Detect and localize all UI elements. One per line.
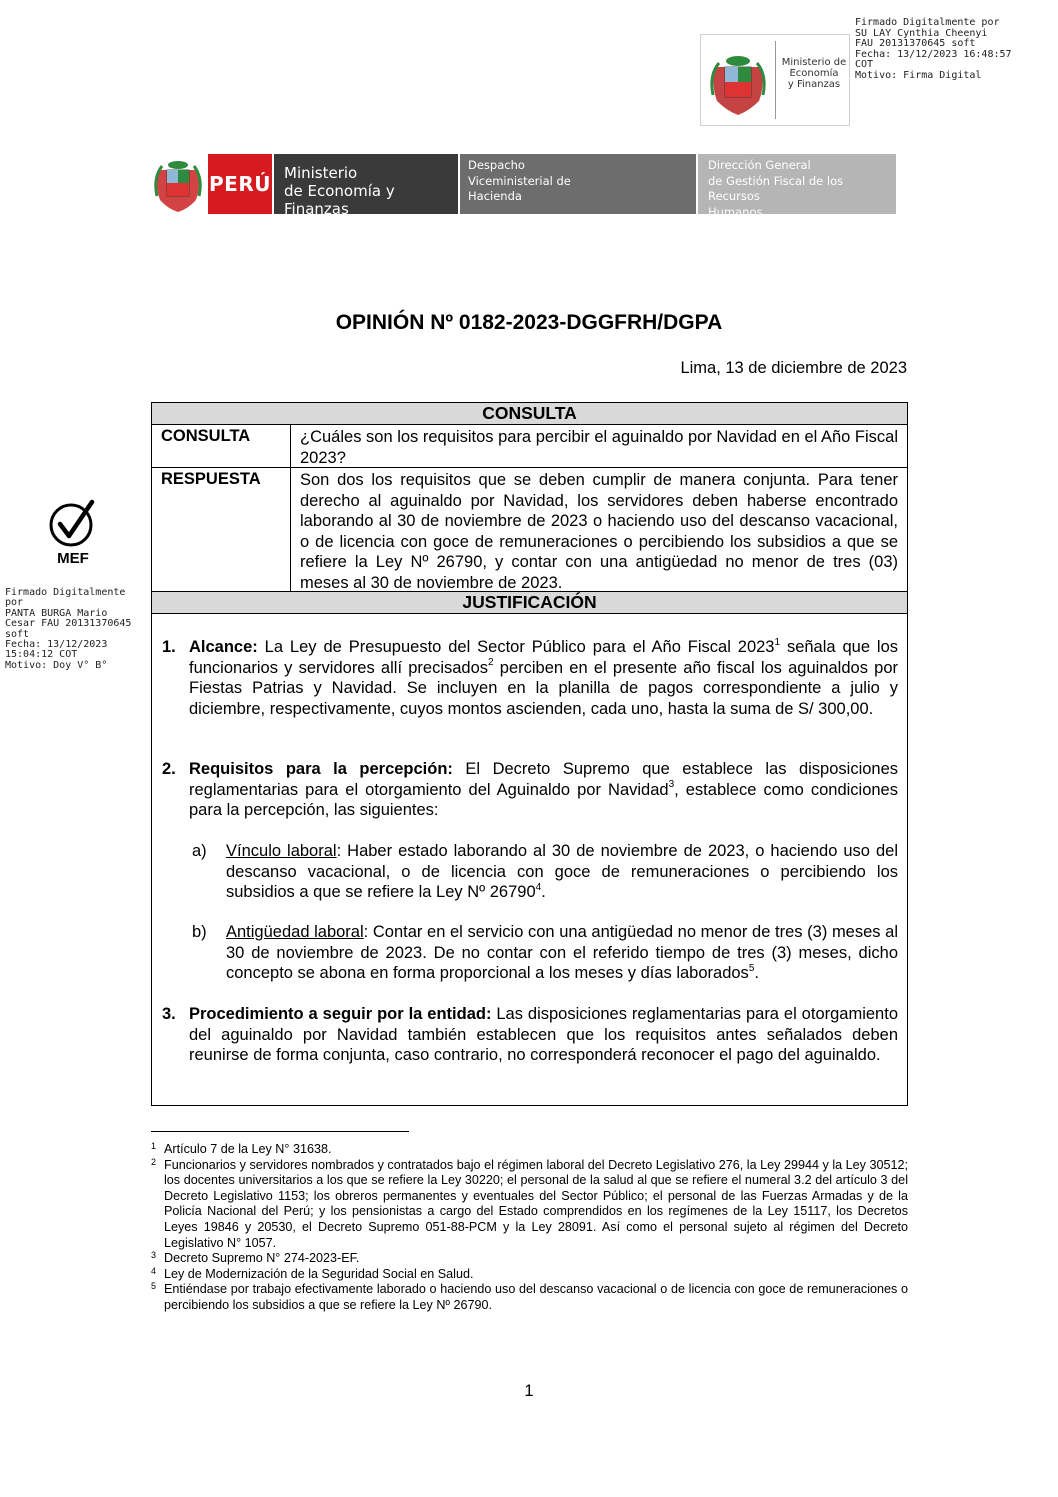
table-row-consulta [152, 425, 907, 468]
sub-item-text [226, 841, 898, 903]
ministerio-block [274, 154, 458, 218]
despacho-line: Viceministerial de [468, 173, 571, 188]
table-header-justificacion: JUSTIFICACIÓN [152, 592, 907, 614]
stamp-line-1: Ministerio de [781, 57, 847, 68]
item-number: 2. [162, 760, 176, 778]
footnote-text: Funcionarios y servidores nombrados y contratados bajo el régimen laboral del Decreto Legislativo 276, la Ley 29944 y la Ley 30512; los docentes universitarios a los que se refiere la Ley 30220; el personal de la salud al que se refiere el numeral 3.2 del artículo 3 del Decreto Legislativo 1153; los obreros permanentes y eventuales del Sector Público; el personal de las Fuerzas Armadas y de la Policía Nacional del Perú; y los pensionistas a cargo del Estado comprendidos en los regímenes de la Ley 15117, los Decretos Leyes 19846 y 20530, el Decreto Supremo 051-88-PCM y la Ley 28091. Así como el personal sujeto al régimen del Decreto Legislativo N° 1057. [164, 1157, 908, 1250]
footnote-ref[interactable]: 2 [488, 657, 494, 669]
item-heading: Alcance: [189, 638, 258, 656]
opinion-table [151, 402, 908, 1106]
item-heading: Requisitos para la percepción: [189, 760, 453, 778]
footnote [151, 1267, 908, 1283]
item-text [189, 1004, 898, 1066]
item-body: señala que los funcionarios y servidores allí precisados [189, 638, 898, 677]
footnote-text: Artículo 7 de la Ley N° 31638. [164, 1142, 332, 1156]
footnote-number: 2 [151, 1156, 157, 1167]
sig-line: Fecha: 13/12/2023 16:48:57 [855, 48, 1012, 60]
footnote-number: 5 [151, 1281, 157, 1292]
sub-item-body: : Contar en el servicio con una antigüedad no menor de tres (3) meses al 30 de noviembre de 2023. De no contar con el referido tiempo de tres (3) meses, dicho concepto se abona en forma proporcional a los meses y días laborados [226, 923, 899, 983]
stamp-line-3: y Finanzas [787, 79, 841, 90]
ministerio-stamp [700, 34, 850, 126]
sub-item-letter: b) [192, 923, 207, 941]
footnote-number: 3 [151, 1250, 157, 1261]
item-body: , establece como condiciones para la percepción, las siguientes: [189, 780, 898, 820]
footnote-ref[interactable]: 1 [774, 636, 781, 648]
sub-item-heading: Antigüedad laboral [226, 923, 364, 941]
despacho-line: Despacho [468, 158, 525, 172]
header-banner [150, 152, 896, 219]
despacho-line: Hacienda [468, 189, 522, 203]
item-text [189, 637, 898, 719]
footnote [151, 1282, 908, 1313]
digital-signature-top [700, 18, 1040, 110]
sig-line: COT [855, 59, 874, 70]
footnote [151, 1251, 908, 1267]
respuesta-text: Son dos los requisitos que se deben cumplir de manera conjunta. Para tener derecho al aguinaldo por Navidad, los servidores deben haberse encontrado laborando al 30 de noviembre de 2023 o haciendo uso del descanso vacacional, o de licencia con goce de remuneraciones o percibiendo los subsidios a que se refiere la Ley Nº 26790, y contar con una antigüedad no menor de tres (03) meses al 30 de noviembre de 2023. [300, 471, 898, 592]
sig-line: 15:04:12 COT [5, 649, 78, 661]
item-number: 1. [162, 638, 176, 656]
footnote-number: 4 [151, 1265, 157, 1276]
digital-signature-left [5, 588, 145, 671]
footnote-ref[interactable]: 3 [668, 779, 675, 791]
ministerio-line: de Economía y Finanzas [284, 182, 395, 218]
sig-line: Motivo: Doy V° B° [5, 659, 108, 671]
footnote-separator [151, 1131, 409, 1132]
sig-line: FAU 20131370645 soft [855, 38, 976, 49]
table-row-respuesta [152, 468, 907, 592]
coat-of-arms-icon [152, 152, 204, 214]
item-body: perciben en el presente año fiscal los aguinaldos por Fiestas Patrias y Navidad. Se incluyen en la planilla de pagos correspondiente a julio y diciembre, respectivamente, cuyos montos ascienden, cada uno, hasta la suma de S/ 300,00. [189, 658, 898, 718]
direccion-line: de Gestión Fiscal de los Recursos [708, 173, 844, 203]
footnote [151, 1142, 908, 1158]
direccion-line: Humanos [708, 204, 763, 219]
item-heading: Procedimiento a seguir por la entidad: [189, 1005, 492, 1023]
ministerio-line: Ministerio [284, 164, 358, 182]
footnote-ref[interactable]: 5 [748, 962, 755, 974]
sub-item-letter: a) [192, 842, 207, 860]
mef-stamp [40, 498, 110, 568]
page-number: 1 [524, 1382, 534, 1400]
direccion-line: Dirección General [708, 158, 811, 172]
respuesta-label: RESPUESTA [152, 468, 291, 591]
footnote [151, 1158, 908, 1252]
sig-line: Firmado Digitalmente por [5, 587, 126, 609]
sig-line: Cesar FAU 20131370645 [5, 618, 132, 630]
sub-item-end: . [754, 964, 759, 983]
item-body: El Decreto Supremo que establece las disposiciones reglamentarias para el otorgamiento del Aguinaldo por Navidad [189, 760, 899, 799]
check-circle-icon [40, 498, 106, 550]
signature-text-top [855, 18, 1045, 81]
sub-item-text [226, 922, 898, 984]
stamp-line-2: Economía [789, 68, 839, 79]
footnote-text: Ley de Modernización de la Seguridad Social en Salud. [164, 1266, 474, 1281]
footnote-number: 1 [151, 1141, 157, 1151]
direccion-block [698, 154, 896, 219]
footnotes [151, 1142, 908, 1314]
sig-line: Firmado Digitalmente por [855, 17, 1000, 28]
footnote-text: Decreto Supremo N° 274-2023-EF. [164, 1251, 360, 1266]
peru-block: PERÚ [208, 154, 272, 214]
sig-line: Motivo: Firma Digital [855, 69, 982, 81]
sig-line: SU LAY Cynthia Cheenyi [855, 27, 988, 39]
table-header-consulta: CONSULTA [152, 403, 907, 425]
despacho-block [460, 154, 696, 214]
item-body: La Ley de Presupuesto del Sector Público para el Año Fiscal 2023 [257, 638, 775, 656]
sub-item-end: . [541, 883, 546, 902]
document-title: OPINIÓN Nº 0182-2023-DGGFRH/DGPA [335, 311, 723, 334]
sig-line: Fecha: 13/12/2023 [5, 639, 108, 651]
coat-of-arms-icon [707, 45, 769, 117]
sig-line: soft [5, 628, 30, 640]
sig-line: PANTA BURGA Mario [5, 607, 108, 619]
item-text [189, 759, 898, 821]
consulta-text: ¿Cuáles son los requisitos para percibir el aguinaldo por Navidad en el Año Fiscal 2023? [300, 428, 898, 467]
mef-label: MEF [57, 550, 89, 567]
sub-item-body: : Haber estado laborando al 30 de noviembre de 2023, o haciendo uso del descanso vacacional, o de licencia con goce de remuneraciones o percibiendo los subsidios a que se refiere la Ley Nº 26790 [226, 842, 899, 902]
consulta-label: CONSULTA [152, 425, 291, 467]
sub-item-heading: Vínculo laboral [226, 842, 337, 860]
item-body: Las disposiciones reglamentarias para el otorgamiento del aguinaldo por Navidad también establecen que los requisitos antes señalados deben reunirse de forma conjunta, caso contrario, no corresponderá reconocer el pago del aguinaldo. [189, 1005, 898, 1065]
document-date: Lima, 13 de diciembre de 2023 [680, 359, 907, 377]
footnote-ref[interactable]: 4 [535, 881, 542, 893]
footnote-text: Entiéndase por trabajo efectivamente laborado o haciendo uso del descanso vacacional o de licencia con goce de remuneraciones o percibiendo los subsidios a que se refiere la Ley Nº 26790. [164, 1282, 908, 1312]
item-number: 3. [162, 1005, 176, 1023]
